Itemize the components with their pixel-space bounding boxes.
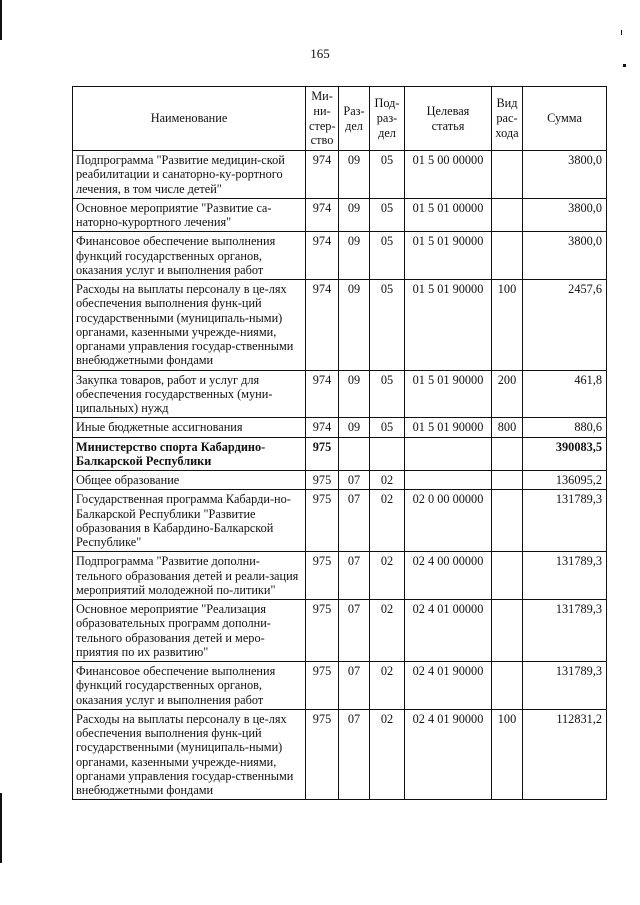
cell-section: 07	[339, 709, 370, 800]
cell-section: 07	[339, 552, 370, 600]
cell-ministry: 975	[306, 490, 339, 552]
cell-name: Общее образование	[73, 471, 306, 490]
cell-expense-type: 100	[492, 709, 523, 800]
cell-expense-type: 800	[492, 418, 523, 437]
cell-name: Финансовое обеспечение выполнения функций государственных органов, оказания услуг и выполнения работ	[73, 232, 306, 280]
scan-artifact-dot	[623, 64, 626, 67]
cell-name: Подпрограмма "Развитие дополни-тельного образования детей и реали-зация мероприятий молодежной по-литики"	[73, 552, 306, 600]
budget-table	[72, 86, 607, 800]
cell-ministry: 975	[306, 552, 339, 600]
cell-subsection: 05	[370, 418, 405, 437]
table-row	[73, 232, 607, 280]
cell-name: Расходы на выплаты персоналу в це-лях обеспечения выполнения функ-ций государственными (муниципаль-ными) органами, казенными учрежде-ниями, органами управления государ-ственными внебюджетными фондами	[73, 709, 306, 800]
cell-ministry: 974	[306, 151, 339, 199]
table-row	[73, 709, 607, 800]
table-header-row	[73, 87, 607, 151]
cell-section: 07	[339, 490, 370, 552]
cell-amount: 112831,2	[523, 709, 607, 800]
cell-section: 07	[339, 662, 370, 710]
table-row	[73, 370, 607, 418]
cell-name: Подпрограмма "Развитие медицин-ской реабилитации и санаторно-ку-рортного лечения, в том числе детей"	[73, 151, 306, 199]
cell-subsection: 05	[370, 370, 405, 418]
cell-ministry: 974	[306, 280, 339, 371]
col-header-expense-type: Вид рас- хода	[492, 87, 523, 151]
scan-margin-mark-top	[0, 0, 2, 40]
cell-expense-type: 100	[492, 280, 523, 371]
cell-name: Министерство спорта Кабардино-Балкарской Республики	[73, 437, 306, 471]
cell-expense-type	[492, 471, 523, 490]
cell-expense-type	[492, 552, 523, 600]
cell-amount: 3800,0	[523, 151, 607, 199]
cell-section: 09	[339, 198, 370, 232]
cell-section: 09	[339, 232, 370, 280]
cell-name: Расходы на выплаты персоналу в це-лях обеспечения выполнения функ-ций государственными (муниципаль-ными) органами, казенными учрежде-ниями, органами управления государ-ственными внебюджетными фондами	[73, 280, 306, 371]
cell-ministry: 974	[306, 198, 339, 232]
table-row	[73, 471, 607, 490]
cell-section	[339, 437, 370, 471]
cell-target: 01 5 00 00000	[405, 151, 492, 199]
cell-amount: 880,6	[523, 418, 607, 437]
cell-amount: 136095,2	[523, 471, 607, 490]
cell-target: 01 5 01 00000	[405, 198, 492, 232]
col-header-amount: Сумма	[523, 87, 607, 151]
cell-ministry: 974	[306, 232, 339, 280]
cell-ministry: 974	[306, 418, 339, 437]
cell-ministry: 975	[306, 600, 339, 662]
cell-subsection: 02	[370, 600, 405, 662]
cell-expense-type	[492, 198, 523, 232]
table-body	[73, 151, 607, 800]
cell-amount: 3800,0	[523, 198, 607, 232]
cell-subsection: 02	[370, 709, 405, 800]
cell-subsection	[370, 437, 405, 471]
table-row	[73, 437, 607, 471]
cell-target: 02 4 00 00000	[405, 552, 492, 600]
cell-name: Основное мероприятие "Реализация образовательных программ дополни-тельного образования детей и меро-приятия по их развитию"	[73, 600, 306, 662]
cell-amount: 131789,3	[523, 662, 607, 710]
cell-target: 02 4 01 90000	[405, 662, 492, 710]
cell-target: 01 5 01 90000	[405, 280, 492, 371]
cell-target: 01 5 01 90000	[405, 370, 492, 418]
cell-subsection: 05	[370, 151, 405, 199]
cell-amount: 461,8	[523, 370, 607, 418]
cell-subsection: 05	[370, 232, 405, 280]
cell-amount: 131789,3	[523, 600, 607, 662]
cell-expense-type	[492, 490, 523, 552]
col-header-target: Целевая статья	[405, 87, 492, 151]
cell-expense-type	[492, 437, 523, 471]
cell-target	[405, 437, 492, 471]
cell-target: 02 0 00 00000	[405, 490, 492, 552]
table-row	[73, 662, 607, 710]
cell-section: 09	[339, 370, 370, 418]
cell-section: 09	[339, 280, 370, 371]
table-row	[73, 600, 607, 662]
cell-section: 09	[339, 418, 370, 437]
cell-subsection: 05	[370, 198, 405, 232]
cell-target: 02 4 01 90000	[405, 709, 492, 800]
table-row	[73, 151, 607, 199]
cell-target: 02 4 01 00000	[405, 600, 492, 662]
cell-subsection: 02	[370, 490, 405, 552]
cell-amount: 131789,3	[523, 552, 607, 600]
cell-name: Основное мероприятие "Развитие са-наторно-курортного лечения"	[73, 198, 306, 232]
col-header-name: Наименование	[73, 87, 306, 151]
cell-target: 01 5 01 90000	[405, 232, 492, 280]
cell-section: 09	[339, 151, 370, 199]
cell-target: 01 5 01 90000	[405, 418, 492, 437]
cell-amount: 390083,5	[523, 437, 607, 471]
scan-margin-mark-bottom	[0, 793, 2, 863]
cell-ministry: 975	[306, 437, 339, 471]
cell-expense-type	[492, 662, 523, 710]
cell-subsection: 02	[370, 552, 405, 600]
col-header-section: Раз- дел	[339, 87, 370, 151]
cell-ministry: 975	[306, 471, 339, 490]
cell-ministry: 975	[306, 662, 339, 710]
cell-subsection: 02	[370, 471, 405, 490]
cell-name: Иные бюджетные ассигнования	[73, 418, 306, 437]
cell-section: 07	[339, 600, 370, 662]
cell-amount: 131789,3	[523, 490, 607, 552]
cell-expense-type	[492, 232, 523, 280]
table-row	[73, 198, 607, 232]
cell-expense-type: 200	[492, 370, 523, 418]
cell-amount: 3800,0	[523, 232, 607, 280]
table-row	[73, 418, 607, 437]
cell-target	[405, 471, 492, 490]
cell-name: Финансовое обеспечение выполнения функций государственных органов, оказания услуг и выполнения работ	[73, 662, 306, 710]
table-row	[73, 280, 607, 371]
cell-name: Закупка товаров, работ и услуг для обеспечения государственных (муни-ципальных) нужд	[73, 370, 306, 418]
scan-artifact-tick	[621, 30, 622, 35]
cell-name: Государственная программа Кабарди-но-Балкарской Республики "Развитие образования в Кабардино-Балкарской Республике"	[73, 490, 306, 552]
cell-ministry: 974	[306, 370, 339, 418]
table-row	[73, 490, 607, 552]
cell-expense-type	[492, 600, 523, 662]
cell-amount: 2457,6	[523, 280, 607, 371]
cell-ministry: 975	[306, 709, 339, 800]
col-header-ministry: Ми- ни- стер- ство	[306, 87, 339, 151]
cell-subsection: 02	[370, 662, 405, 710]
table-row	[73, 552, 607, 600]
cell-section: 07	[339, 471, 370, 490]
cell-subsection: 05	[370, 280, 405, 371]
cell-expense-type	[492, 151, 523, 199]
col-header-subsection: Под- раз- дел	[370, 87, 405, 151]
page-number: 165	[310, 46, 330, 61]
